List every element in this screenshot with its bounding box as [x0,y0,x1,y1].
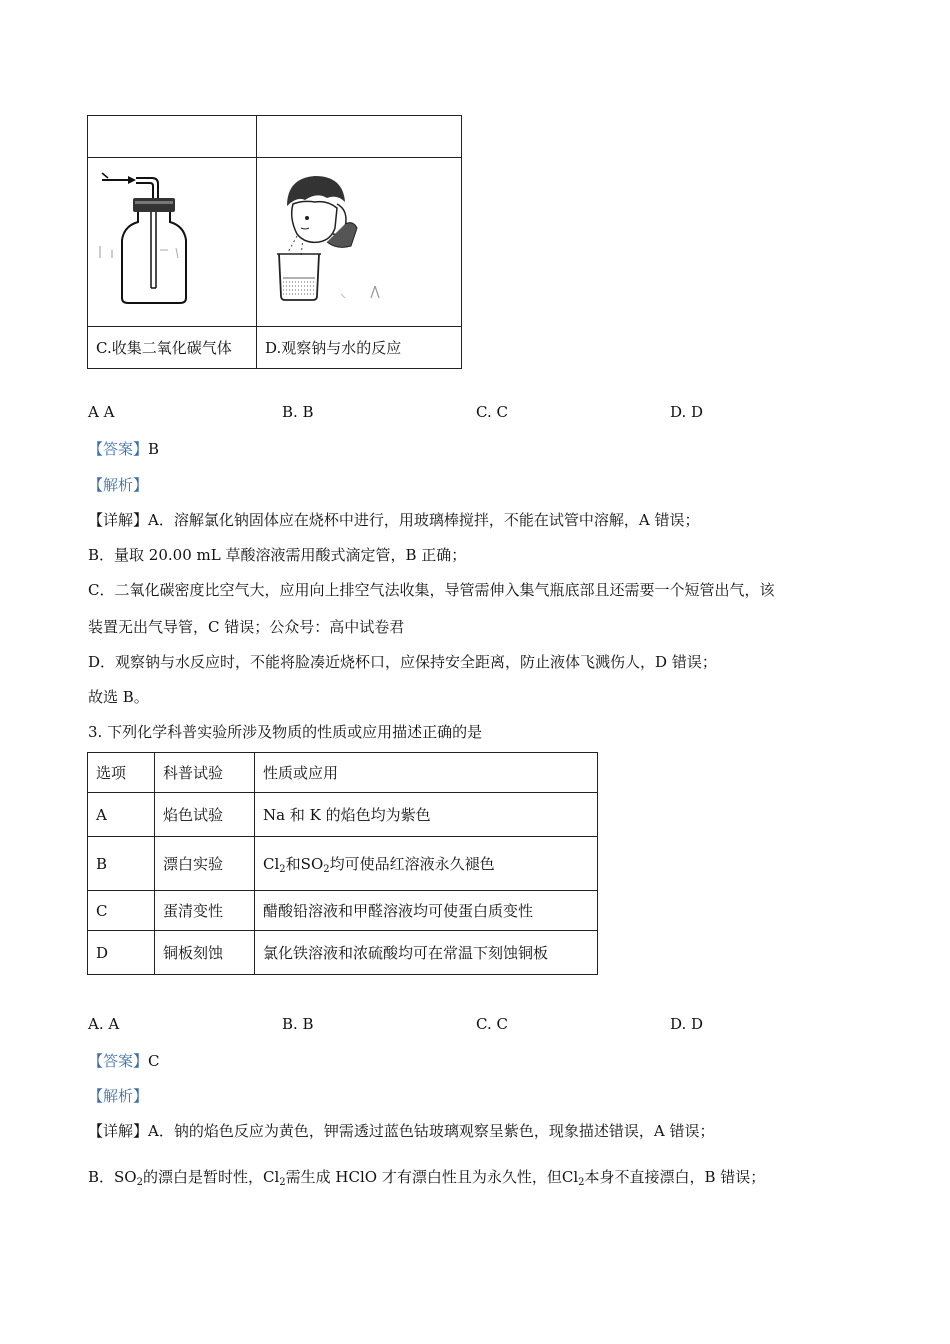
q2-answer [88,438,159,459]
answer-value: B [148,440,160,458]
table-row [88,891,598,931]
answer-tag: 【答案】 [88,440,149,458]
row-option: A [88,793,155,837]
row-description: 醋酸铅溶液和甲醛溶液均可使蛋白质变性 [255,891,598,931]
q2-option-c: C. C [476,403,508,421]
row-description: Na 和 K 的焰色均为紫色 [255,793,598,837]
row-experiment: 焰色试验 [155,793,255,837]
formula-so2: SO [300,854,324,873]
q2-detail-line-b: B．量取 20.00 mL 草酸溶液需用酸式滴定管，B 正确； [88,546,467,564]
q3-analysis-tag: 【解析】 [88,1087,149,1105]
q3-option-a: A. A [88,1015,120,1033]
answer-tag: 【答案】 [88,1052,149,1070]
row-description: $Cl_2$和$SO_2$均可使品红溶液永久褪色 [255,837,598,891]
apparatus-header-d [257,116,462,158]
q3-detail-line-a [88,1120,714,1141]
sodium-water-figure [257,158,462,327]
answer-value: C [148,1052,160,1070]
q3-header-property: 性质或应用 [255,753,598,793]
row-experiment: 蛋清变性 [155,891,255,931]
q3-table [87,752,598,975]
formula-cl2: Cl [263,1168,280,1186]
row-option: C [88,891,155,931]
q2-option-a: A A [88,403,115,421]
q3-detail-line-b: B．$SO_2$的漂白是暂时性，$Cl_2$需生成 HClO 才有漂白性且为永久性，但$Cl_2$本身不直接漂白，B 错误； [88,1168,766,1188]
table-row [88,793,598,837]
detail-text: A．溶解氯化钠固体应在烧杯中进行，用玻璃棒搅拌，不能在试管中溶解，A 错误； [148,511,700,529]
q3-option-d: D. D [670,1015,704,1033]
q3-answer [88,1050,160,1071]
q2-detail-line-a [88,509,699,530]
q2-analysis-tag: 【解析】 [88,476,149,494]
q3-option-b: B. B [282,1015,314,1033]
q2-conclusion: 故选 B。 [88,688,149,706]
q2-detail-line-d: D．观察钠与水反应时，不能将脸凑近烧杯口，应保持安全距离，防止液体飞溅伤人，D 错误； [88,653,717,671]
q2-option-d: D. D [670,403,704,421]
q2-detail-line-c2: 装置无出气导管，C 错误；公众号：高中试卷君 [88,618,405,636]
row-description: 氯化铁溶液和浓硫酸均可在常温下刻蚀铜板 [255,931,598,975]
table-row [88,837,598,891]
q3-header-option: 选项 [88,753,155,793]
detail-tag: 【详解】 [88,1122,149,1140]
formula-so2: SO [114,1168,137,1186]
apparatus-header-c [88,116,257,158]
q3-option-c: C. C [476,1015,508,1033]
row-option: B [88,837,155,891]
row-experiment: 漂白实验 [155,837,255,891]
formula-cl2: Cl [561,1168,579,1186]
gas-bottle-figure [88,158,257,327]
q3-stem: 3. 下列化学科普实验所涉及物质的性质或应用描述正确的是 [88,723,483,741]
label-c: C.收集二氧化碳气体 [88,327,257,369]
detail-text: A．钠的焰色反应为黄色，钾需透过蓝色钴玻璃观察呈紫色，现象描述错误，A 错误； [148,1122,715,1140]
row-option: D [88,931,155,975]
apparatus-table [87,115,462,369]
formula-cl2: Cl [263,854,280,873]
q2-detail-line-c: C．二氧化碳密度比空气大，应用向上排空气法收集，导管需伸入集气瓶底部且还需要一个短管出气，该 [88,581,775,599]
label-d: D.观察钠与水的反应 [257,327,462,369]
row-experiment: 铜板刻蚀 [155,931,255,975]
q3-header-experiment: 科普试验 [155,753,255,793]
q2-option-b: B. B [282,403,314,421]
table-row [88,931,598,975]
detail-tag: 【详解】 [88,511,149,529]
